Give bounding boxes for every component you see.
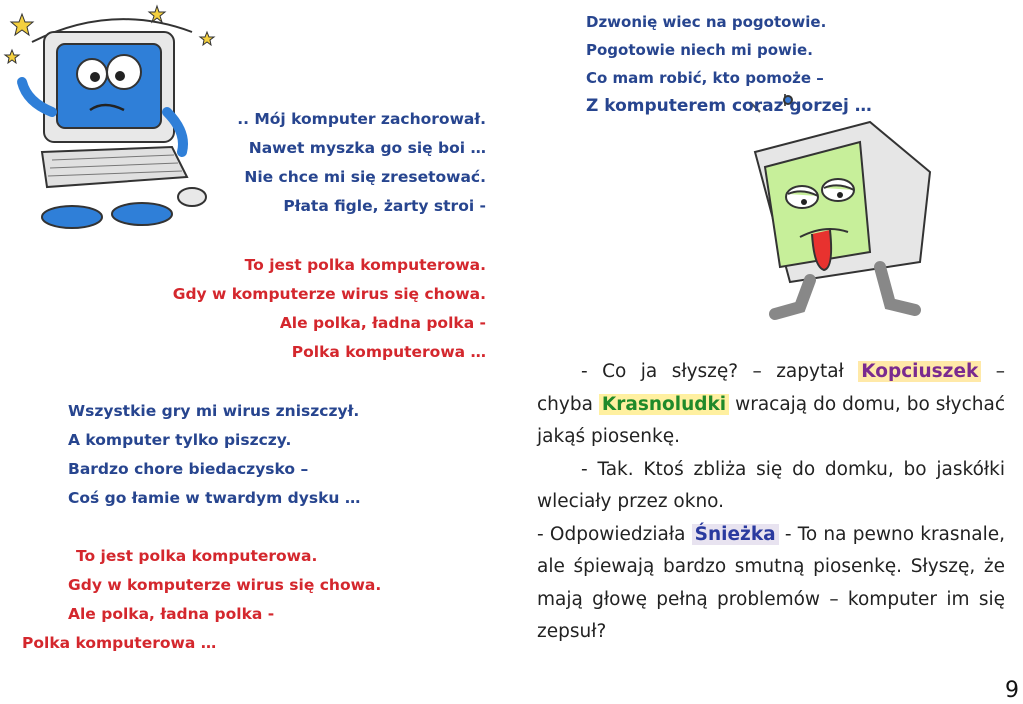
poem-line: Z komputerem coraz gorzej …: [586, 96, 872, 116]
poem-line: Nawet myszka go się boi …: [248, 139, 486, 157]
poem-line: Polka komputerowa …: [22, 634, 217, 652]
poem-line: Polka komputerowa …: [291, 343, 486, 361]
poem-line: Dzwonię wiec na pogotowie.: [586, 13, 827, 31]
story-paragraph-2: - Tak. Ktoś zbliża się do domku, bo jaskółki wleciały przez okno.: [537, 458, 1005, 512]
poem-stanza-2: [68, 397, 360, 513]
sick-computer-icon: [730, 92, 950, 322]
poem-line: .. Mój komputer zachorował.: [237, 110, 486, 128]
poem-line: Bardzo chore biedaczysko –: [68, 460, 309, 478]
poem-line: Nie chce mi się zresetować.: [244, 168, 486, 186]
poem-line: Ale polka, ładna polka -: [279, 314, 486, 332]
poem-line: To jest polka komputerowa.: [76, 547, 318, 565]
name-krasnoludki: Krasnoludki: [599, 394, 729, 415]
poem-line: Pogotowie niech mi powie.: [586, 41, 813, 59]
poem-line: Płata figle, żarty stroi -: [283, 197, 486, 215]
poem-line: Co mam robić, kto pomoże –: [586, 69, 824, 87]
name-sniezka: Śnieżka: [692, 524, 779, 545]
poem-line: Gdy w komputerze wirus się chowa.: [68, 576, 382, 594]
story-paragraph-1: - Co ja słyszę? – zapytał Kopciuszek – chyba Krasnoludki wracają do domu, bo słychać jakąś piosenkę.: [537, 361, 1005, 447]
name-kopciuszek: Kopciuszek: [858, 361, 981, 382]
poem-chorus-2: [22, 542, 382, 658]
poem-line: Wszystkie gry mi wirus zniszczył.: [68, 402, 360, 420]
poem-line: Ale polka, ładna polka -: [68, 605, 275, 623]
poem-stanza-3: [586, 8, 872, 120]
story-text: [537, 356, 1005, 649]
poem-line: A komputer tylko piszczy.: [68, 431, 292, 449]
poem-line: Coś go łamie w twardym dysku …: [68, 489, 361, 507]
poem-line: Gdy w komputerze wirus się chowa.: [172, 285, 486, 303]
poem-chorus-1: [110, 251, 486, 367]
story-paragraph-3: - Odpowiedziała Śnieżka - To na pewno krasnale, ale śpiewają bardzo smutną piosenkę. Słyszę, że mają głowę pełną problemów – komputer im się zepsuł?: [537, 523, 1005, 642]
poem-line: To jest polka komputerowa.: [244, 256, 486, 274]
poem-stanza-1: [110, 105, 486, 221]
page-number: 9: [1005, 678, 1019, 703]
